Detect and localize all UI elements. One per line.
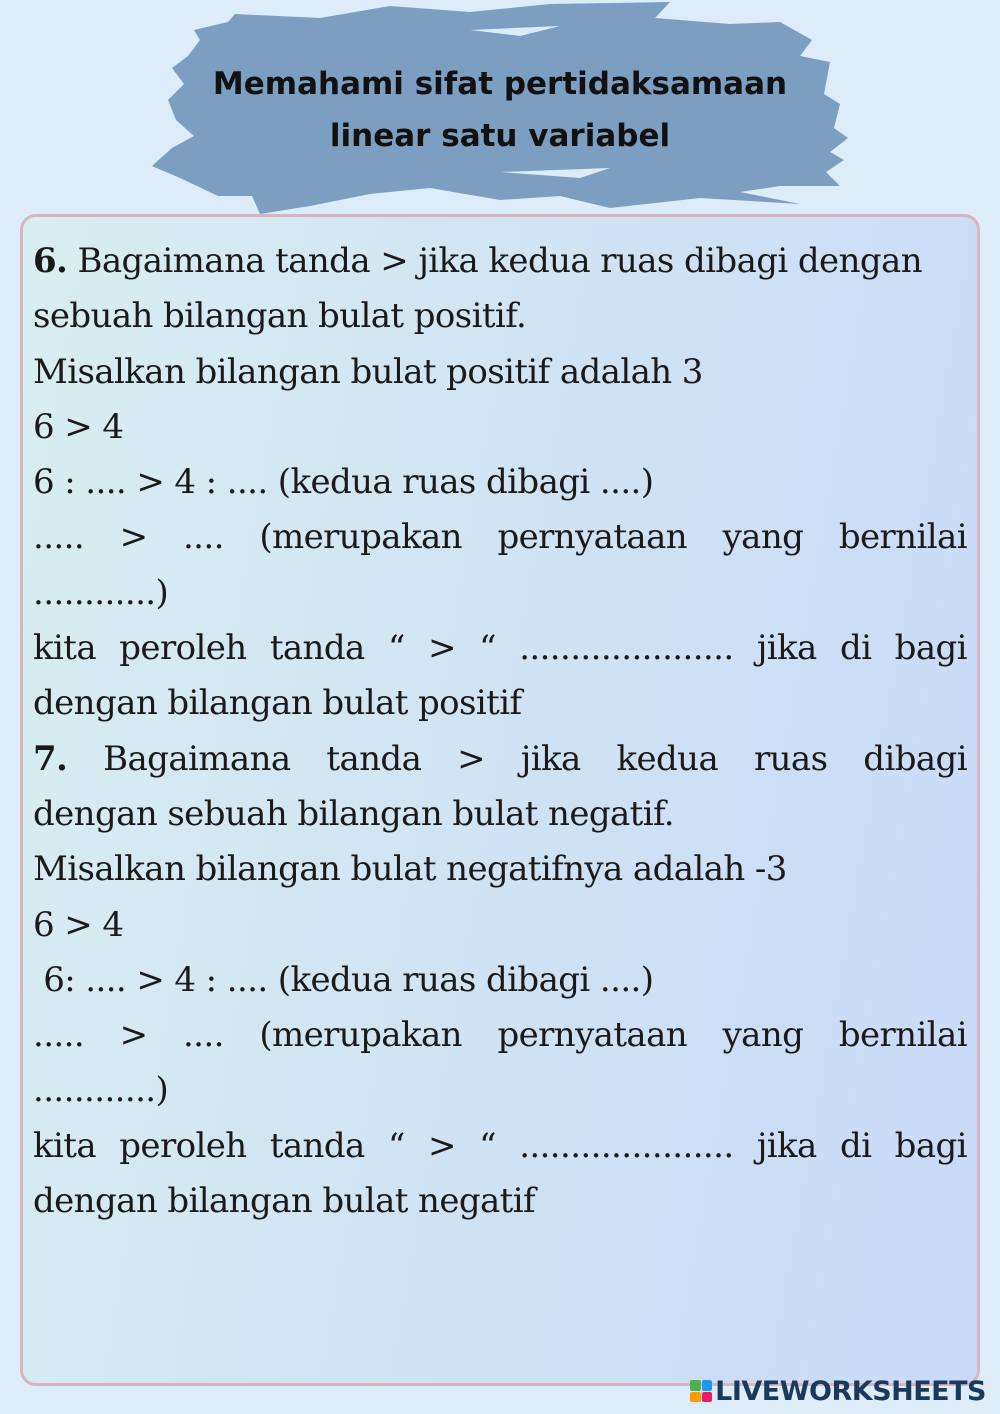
q6-text-1: Bagaimana tanda > jika kedua ruas dibagi dengan [67,241,922,281]
liveworksheets-logo[interactable] [690,1376,986,1406]
q6-result-word: yang [722,517,804,558]
q7-result-word: bernilai [838,1015,967,1056]
q7-conclusion-word: bagi [894,1125,967,1166]
q7-text-word: dibagi [863,738,967,779]
q7-conclusion-quote: “ [387,1125,405,1166]
q6-conclusion-line [33,621,967,676]
q6-result-word: bernilai [838,517,967,558]
worksheet-title [0,58,1000,162]
q7-text-2: dengan sebuah bilangan bulat negatif. [33,793,674,834]
q7-conclusion-end: dengan bilangan bulat negatif [33,1181,535,1222]
q6-result-line [33,510,967,565]
q6-inequality: 6 > 4 [33,406,124,447]
q7-inequality: 6 > 4 [33,904,124,945]
q7-conclusion-quote: “ [479,1125,496,1166]
q6-conclusion-word: tanda [269,628,365,669]
q7-result-word: pernyataan [497,1015,688,1056]
q6-example: Misalkan bilangan bulat positif adalah 3 [33,351,703,392]
q6-result-blank-2: .... [182,517,224,558]
q7-conclusion-sign: > [428,1125,456,1166]
q7-line-1 [33,732,967,787]
q7-text-word: Bagaimana [103,738,291,779]
q7-text-word: jika [520,738,581,779]
q7-result-blank-2: .... [182,1015,224,1056]
liveworksheets-logo-text: LIVEWORKSHEETS [715,1375,986,1407]
q7-result-word: yang [722,1015,804,1056]
q7-result-word: (merupakan [259,1015,462,1056]
q7-text-sign: > [457,738,485,779]
q7-example: Misalkan bilangan bulat negatifnya adalah -3 [33,849,787,890]
q7-result-blank-end: ............) [33,1070,169,1111]
q7-conclusion-word: jika [756,1125,817,1166]
q6-conclusion-word: kita [33,628,97,669]
q6-result-blank-end: ............) [33,572,169,613]
q7-divide-step: 6: .... > 4 : .... (kedua ruas dibagi ....) [33,959,654,1000]
q6-conclusion-word: bagi [894,628,967,669]
q7-conclusion-line [33,1119,967,1174]
q7-conclusion-word: peroleh [119,1125,247,1166]
q6-conclusion-quote: “ [479,628,496,669]
question-content [33,234,967,1229]
q6-result-sign: > [119,517,148,558]
title-line-2: linear satu variabel [329,118,671,154]
q7-text-word: tanda [326,738,422,779]
title-line-1: Memahami sifat pertidaksamaan [212,66,788,102]
q7-conclusion-word: tanda [269,1125,365,1166]
q7-result-blank-1: ..... [33,1015,85,1056]
q6-result-blank-1: ..... [33,517,85,558]
liveworksheets-logo-icon [690,1380,712,1402]
q6-divide-step: 6 : .... > 4 : .... (kedua ruas dibagi ....) [33,462,654,503]
q6-conclusion-end: dengan bilangan bulat positif [33,683,522,724]
q6-number: 6. [33,241,68,281]
q6-line-1 [33,234,967,289]
q7-conclusion-blank: ..................... [519,1125,734,1166]
q7-number: 7. [33,738,68,779]
q7-result-line [33,1008,967,1063]
q7-result-sign: > [119,1015,148,1056]
q7-conclusion-word: kita [33,1125,97,1166]
q6-conclusion-blank: ..................... [519,628,734,669]
q6-result-word: pernyataan [497,517,688,558]
q7-text-word: ruas [753,738,828,779]
q6-result-word: (merupakan [259,517,462,558]
q6-conclusion-word: di [839,628,872,669]
q7-conclusion-word: di [839,1125,872,1166]
q6-text-2: sebuah bilangan bulat positif. [33,296,527,337]
q6-conclusion-word: peroleh [119,628,247,669]
q6-conclusion-quote: “ [387,628,405,669]
q7-text-word: kedua [616,738,719,779]
q6-conclusion-word: jika [756,628,817,669]
q6-conclusion-sign: > [428,628,456,669]
